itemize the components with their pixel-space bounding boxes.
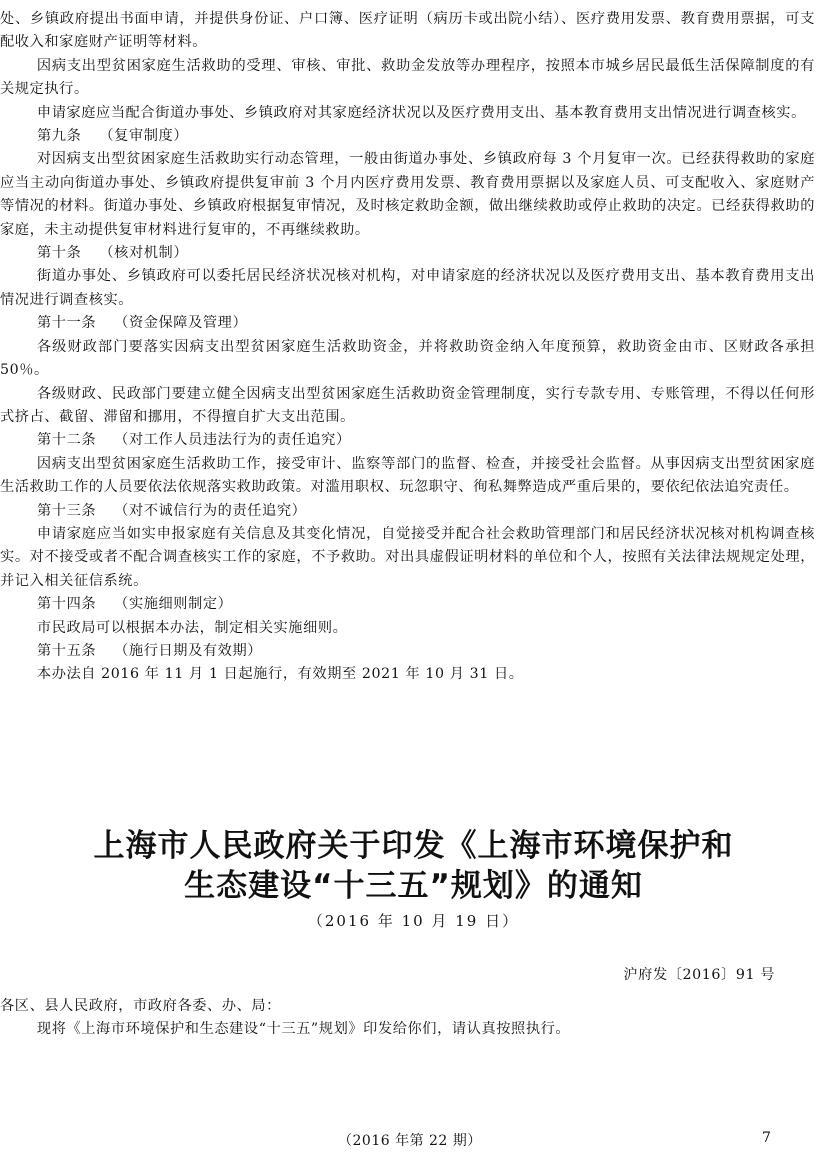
article-heading (0, 500, 815, 523)
body-paragraph: 因病支出型贫困家庭生活救助的受理、审核、审批、救助金发放等办理程序，按照本市城乡居民最低生活保障制度的有关规定执行。 (0, 57, 815, 98)
notice-title-block (0, 826, 827, 932)
body-paragraph: 市民政局可以根据本办法，制定相关实施细则。 (36, 619, 348, 636)
article-number: 第十条 (37, 245, 82, 262)
article-subject: （施行日期及有效期） (114, 642, 263, 659)
body-paragraph: 各级财政部门要落实因病支出型贫困家庭生活救助资金，并将救助资金纳入年度预算，救助资金由市、区财政各承担 50％。 (0, 338, 815, 379)
article-heading (0, 125, 815, 148)
article-number: 第十二条 (37, 432, 97, 449)
article-heading (0, 429, 815, 452)
body-paragraph: 对因病支出型贫困家庭生活救助实行动态管理，一般由街道办事处、乡镇政府每 3 个月复审一次。已经获得救助的家庭应当主动向街道办事处、乡镇政府提供复审前 3 个月内医疗费用发票、教育费用票据以及家庭人员、可支配收入、家庭财产等情况的材料。街道办事处、乡镇政府根据复审情况，及时核定救助金额，做出继续救助或停止救助的决定。已经获得救助的家庭，未主动提供复审材料进行复审的，不再继续救助。 (0, 151, 815, 238)
notice-title-line-2: 生态建设“十三五”规划》的通知 (184, 868, 643, 904)
addressee-line: 各区、县人民政府，市政府各委、办、局： (0, 998, 281, 1014)
article-heading (0, 593, 815, 616)
body-paragraph: 处、乡镇政府提出书面申请，并提供身份证、户口簿、医疗证明（病历卡或出院小结）、医疗费用发票、教育费用票据，可支配收入和家庭财产证明等材料。 (0, 11, 815, 51)
notice-text: 现将《上海市环境保护和生态建设“十三五”规划》印发给你们，请认真按照执行。 (36, 1021, 571, 1038)
article-number: 第十四条 (37, 596, 97, 613)
body-paragraph: 因病支出型贫困家庭生活救助工作，接受审计、监察等部门的监督、检查，并接受社会监督。从事因病支出型贫困家庭生活救助工作的人员要依法依规落实救助政策。对滥用职权、玩忽职守、徇私舞弊造成严重后果的，要依纪依法追究责任。 (0, 455, 815, 496)
body-paragraph: 申请家庭应当配合街道办事处、乡镇政府对其家庭经济状况以及医疗费用支出、基本教育费用支出情况进行调查核实。 (36, 104, 806, 121)
body-paragraph: 各级财政、民政部门要建立健全因病支出型贫困家庭生活救助资金管理制度，实行专款专用、专账管理，不得以任何形式挤占、截留、滞留和挪用，不得擅自扩大支出范围。 (0, 385, 815, 425)
article-subject: （复审制度） (99, 128, 189, 145)
body-paragraph: 街道办事处、乡镇政府可以委托居民经济状况核对机构，对申请家庭的经济状况以及医疗费用支出、基本教育费用支出情况进行调查核实。 (0, 268, 815, 308)
article-number: 第九条 (37, 128, 82, 145)
document-number: 沪府发〔2016〕91 号 (623, 967, 775, 983)
article-heading (0, 242, 815, 265)
article-heading (0, 640, 815, 663)
notice-date: （2016 年 10 月 19 日） (307, 912, 520, 930)
article-subject: （实施细则制定） (114, 596, 233, 613)
notice-title-line-1: 上海市人民政府关于印发《上海市环境保护和 (93, 828, 734, 864)
article-number: 第十五条 (37, 642, 97, 659)
body-paragraph: 申请家庭应当如实申报家庭有关信息及其变化情况，自觉接受并配合社会救助管理部门和居民经济状况核对机构调查核实。对不接受或者不配合调查核实工作的家庭，不予救助。对出具虚假证明材料的单位和个人，按照有关法律法规规定处理，并记入相关征信系统。 (0, 525, 815, 589)
article-subject: （资金保障及管理） (114, 315, 248, 332)
body-paragraph: 本办法自 2016 年 11 月 1 日起施行，有效期至 2021 年 10 月 31 日。 (36, 666, 524, 683)
notice-body (0, 995, 815, 1042)
article-heading (0, 312, 815, 335)
article-subject: （对工作人员违法行为的责任追究） (114, 432, 351, 449)
page-number: 7 (762, 1130, 771, 1146)
article-subject: （核对机制） (99, 245, 189, 262)
article-number: 第十一条 (37, 315, 97, 332)
regulation-body (0, 8, 815, 687)
article-subject: （对不诚信行为的责任追究） (114, 502, 307, 519)
article-number: 第十三条 (37, 502, 97, 519)
issue-label: （2016 年第 22 期） (338, 1133, 482, 1149)
